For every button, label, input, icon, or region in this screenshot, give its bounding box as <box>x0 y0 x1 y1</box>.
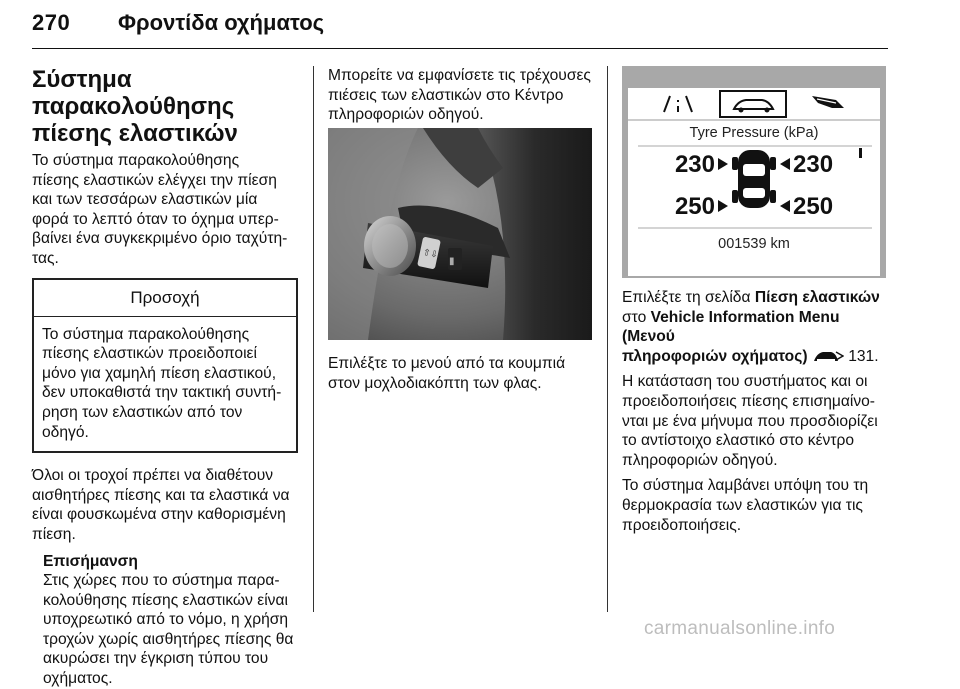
sensor-paragraph: Όλοι οι τροχοί πρέπει να διαθέτουν αισθητήρες πίεσης και τα ελαστικά να είναι φουσκωμένα στην καθορισμένη πίεση. <box>32 467 290 543</box>
intro-paragraph: Το σύστημα παρακολούθησης πίεσης ελαστικών ελέγχει την πίεση και των τεσσάρων ελαστικών μία φορά το λεπτό όταν το όχημα υπερ- βαίνει ένα συγκεκριμένο όριο ταχύτη- τας. <box>32 152 288 267</box>
svg-text:▮: ▮ <box>449 256 455 267</box>
warning-message-paragraph: Η κατάσταση του συστήματος και οι προειδοποιήσεις πίεσης επισημαίνο- νται με ένα μήνυμα που προσδιορίζει το αντίστοιχο ελαστικό στο κέντρο πληροφοριών οδηγού. <box>622 373 878 469</box>
column-divider <box>313 66 314 612</box>
note-title: Επισήμανση <box>43 552 138 570</box>
vehicle-menu-icon <box>812 349 844 364</box>
column-divider <box>607 66 608 612</box>
rear-right-pressure: 250 <box>793 193 834 220</box>
page-header <box>32 8 888 49</box>
section-title: Σύστημα παρακολούθησης πίεσης ελαστικών <box>32 66 238 147</box>
caution-text: Το σύστημα παρακολούθησης πίεσης ελαστικών προειδοποιεί μόνο για χαμηλή πίεση ελαστικού, δεν υποκαθιστά την τακτική συντή- ρηση των ελαστικών από τον οδηγό. <box>42 325 282 441</box>
svg-text:⇧⇩: ⇧⇩ <box>421 247 439 261</box>
turn-signal-lever-photo <box>328 128 592 340</box>
column-left <box>32 66 298 689</box>
display-title: Tyre Pressure (kPa) <box>689 125 819 141</box>
chapter-title: Φροντίδα οχήματος <box>118 10 325 35</box>
caution-box <box>32 278 298 454</box>
column-middle <box>328 66 596 392</box>
rear-left-pressure: 250 <box>674 193 715 220</box>
select-page-paragraph: Επιλέξτε τη σελίδα Πίεση ελαστικών στο Vehicle Information Menu (Μενού πληροφοριών οχήματος) 131. <box>622 289 880 365</box>
temperature-paragraph: Το σύστημα λαμβάνει υπόψη του τη θερμοκρασία των ελαστικών για τις προειδοποιήσεις. <box>622 477 869 534</box>
note-block <box>32 552 298 689</box>
caution-title: Προσοχή <box>34 280 296 317</box>
middle-top-paragraph: Μπορείτε να εμφανίσετε τις τρέχουσες πιέσεις των ελαστικών στο Κέντρο πληροφοριών οδηγού. <box>328 67 591 124</box>
lever-illustration <box>328 128 592 340</box>
front-left-pressure: 230 <box>674 151 715 178</box>
page-number: 270 <box>32 10 71 35</box>
odometer-reading: 001539 km <box>718 236 790 252</box>
front-right-pressure: 230 <box>793 151 834 178</box>
column-right <box>622 66 888 535</box>
note-text: Στις χώρες που το σύστημα παρα- κολούθησης πίεσης ελαστικών είναι υποχρεωτικό από το νόμο, η χρήση τροχών χωρίς αισθητήρες πίεσης θα ακυρώσει την έγκριση τύπου του οχήματος. <box>43 572 294 688</box>
middle-bottom-paragraph: Επιλέξτε το μενού από τα κουμπιά στον μοχλοδιακόπτη των φλας. <box>328 355 566 392</box>
watermark: carmanualsonline.info <box>644 618 836 639</box>
